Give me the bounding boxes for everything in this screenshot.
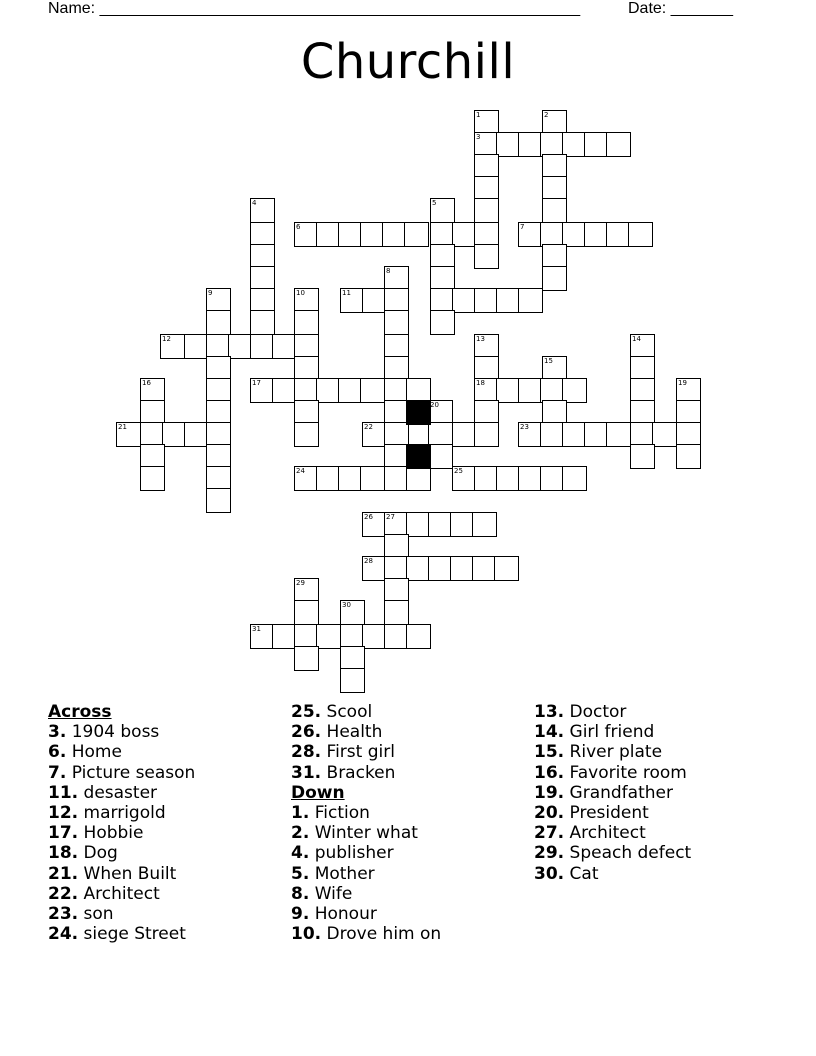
grid-cell[interactable] bbox=[606, 132, 631, 157]
clue-item bbox=[48, 742, 195, 762]
grid-cell[interactable] bbox=[474, 244, 499, 269]
clue-text: Home bbox=[71, 742, 122, 763]
grid-cell[interactable] bbox=[652, 422, 677, 447]
clue-num: 26. bbox=[291, 722, 322, 743]
clue-num: 18. bbox=[48, 843, 79, 864]
grid-cell[interactable] bbox=[428, 444, 453, 469]
grid-cell[interactable] bbox=[316, 624, 341, 649]
clue-num: 12. bbox=[48, 803, 79, 824]
clue-item bbox=[48, 803, 195, 823]
clue-num: 8. bbox=[291, 883, 310, 904]
clue-item bbox=[291, 843, 441, 863]
grid-cell[interactable] bbox=[294, 646, 319, 671]
clue-number-8: 8 bbox=[386, 267, 391, 275]
clue-number-30: 30 bbox=[342, 601, 351, 609]
grid-cell[interactable] bbox=[628, 222, 653, 247]
clue-item bbox=[48, 783, 195, 803]
clue-num: 20. bbox=[534, 803, 565, 824]
clue-text: son bbox=[83, 904, 114, 925]
clue-number-4: 4 bbox=[252, 199, 257, 207]
clue-item bbox=[291, 864, 441, 884]
name-field: Name: ______________________________________________________ bbox=[48, 0, 581, 17]
clue-num: 10. bbox=[291, 924, 322, 945]
clue-number-28: 28 bbox=[364, 557, 373, 565]
clue-text: President bbox=[569, 803, 649, 824]
clue-num: 1. bbox=[291, 803, 310, 824]
clue-number-18: 18 bbox=[476, 379, 485, 387]
clue-text: Architect bbox=[83, 883, 160, 904]
grid-cell[interactable] bbox=[360, 378, 385, 403]
grid-cell[interactable] bbox=[430, 310, 455, 335]
clue-item bbox=[291, 884, 441, 904]
clue-item bbox=[291, 702, 441, 722]
grid-cell[interactable] bbox=[474, 422, 499, 447]
clue-item bbox=[48, 843, 195, 863]
clue-number-13: 13 bbox=[476, 335, 485, 343]
grid-cell[interactable] bbox=[384, 310, 409, 335]
down-heading: Down bbox=[291, 782, 345, 803]
clue-number-1: 1 bbox=[476, 111, 481, 119]
clue-num: 24. bbox=[48, 924, 79, 945]
clue-text: Dog bbox=[83, 843, 118, 864]
clue-num: 14. bbox=[534, 722, 565, 743]
grid-cell[interactable] bbox=[474, 198, 499, 223]
clue-num: 7. bbox=[48, 762, 67, 783]
clue-item bbox=[48, 904, 195, 924]
clue-num: 4. bbox=[291, 843, 310, 864]
clue-text: Mother bbox=[314, 863, 375, 884]
clue-item bbox=[48, 763, 195, 783]
clue-text: siege Street bbox=[83, 924, 186, 945]
clue-text: Drove him on bbox=[326, 924, 442, 945]
clue-item bbox=[291, 904, 441, 924]
clue-text: Fiction bbox=[314, 803, 370, 824]
grid-cell[interactable] bbox=[340, 668, 365, 693]
across-heading: Across bbox=[48, 702, 112, 722]
clue-num: 5. bbox=[291, 863, 310, 884]
clue-num: 23. bbox=[48, 904, 79, 925]
grid-cell[interactable] bbox=[630, 444, 655, 469]
clue-item bbox=[534, 864, 691, 884]
grid-cell[interactable] bbox=[494, 556, 519, 581]
clue-item bbox=[48, 823, 195, 843]
grid-cell[interactable] bbox=[518, 288, 543, 313]
clue-item bbox=[534, 823, 691, 843]
clue-number-19: 19 bbox=[678, 379, 687, 387]
clue-text: Grandfather bbox=[569, 782, 673, 803]
clue-item bbox=[534, 702, 691, 722]
clue-number-23: 23 bbox=[520, 423, 529, 431]
clue-text: desaster bbox=[83, 782, 158, 803]
clue-text: Wife bbox=[314, 883, 353, 904]
clue-item bbox=[291, 763, 441, 783]
clues-column-2 bbox=[291, 702, 441, 944]
clue-num: 25. bbox=[291, 702, 322, 722]
clue-text: Girl friend bbox=[569, 722, 655, 743]
clue-text: Scool bbox=[326, 702, 373, 722]
clue-num: 2. bbox=[291, 823, 310, 844]
clue-item bbox=[534, 843, 691, 863]
grid-cell[interactable] bbox=[404, 222, 429, 247]
clue-num: 17. bbox=[48, 823, 79, 844]
clue-text: Health bbox=[326, 722, 383, 743]
grid-cell-black bbox=[406, 400, 431, 425]
clue-text: Architect bbox=[569, 823, 646, 844]
clue-text: Speach defect bbox=[569, 843, 692, 864]
grid-cell[interactable] bbox=[294, 422, 319, 447]
clue-num: 11. bbox=[48, 782, 79, 803]
clue-item bbox=[534, 803, 691, 823]
clue-number-29: 29 bbox=[296, 579, 305, 587]
clue-number-17: 17 bbox=[252, 379, 261, 387]
grid-cell[interactable] bbox=[294, 310, 319, 335]
clue-item bbox=[48, 884, 195, 904]
clue-item bbox=[291, 722, 441, 742]
date-field: Date: _______ bbox=[628, 0, 733, 17]
grid-cell[interactable] bbox=[676, 444, 701, 469]
grid-cell[interactable] bbox=[206, 488, 231, 513]
clue-text: Honour bbox=[314, 904, 377, 925]
clue-number-10: 10 bbox=[296, 289, 305, 297]
clue-text: Cat bbox=[569, 863, 599, 884]
clue-num: 19. bbox=[534, 782, 565, 803]
grid-cell[interactable] bbox=[606, 422, 631, 447]
clue-text: marrigold bbox=[83, 803, 166, 824]
clue-item bbox=[534, 763, 691, 783]
clue-text: publisher bbox=[314, 843, 394, 864]
clue-item bbox=[534, 722, 691, 742]
clue-number-16: 16 bbox=[142, 379, 151, 387]
clue-number-6: 6 bbox=[296, 223, 301, 231]
grid-cell[interactable] bbox=[542, 198, 567, 223]
clue-num: 29. bbox=[534, 843, 565, 864]
grid-cell[interactable] bbox=[406, 624, 431, 649]
clue-num: 27. bbox=[534, 823, 565, 844]
clue-num: 9. bbox=[291, 904, 310, 925]
clue-number-2: 2 bbox=[544, 111, 549, 119]
clues-column-3 bbox=[534, 702, 691, 884]
clue-item bbox=[534, 783, 691, 803]
clue-number-12: 12 bbox=[162, 335, 171, 343]
clues-column-1 bbox=[48, 702, 195, 944]
grid-cell[interactable] bbox=[206, 310, 231, 335]
grid-cell[interactable] bbox=[294, 600, 319, 625]
clue-num: 31. bbox=[291, 762, 322, 783]
clue-number-22: 22 bbox=[364, 423, 373, 431]
clue-text: Bracken bbox=[326, 762, 396, 783]
clue-number-9: 9 bbox=[208, 289, 213, 297]
grid-cell[interactable] bbox=[542, 266, 567, 291]
clue-number-25: 25 bbox=[454, 467, 463, 475]
clue-number-20: 20 bbox=[430, 401, 439, 409]
clue-num: 15. bbox=[534, 742, 565, 763]
clue-text: 1904 boss bbox=[71, 722, 160, 743]
clue-number-7: 7 bbox=[520, 223, 525, 231]
clue-item bbox=[291, 823, 441, 843]
clue-text: First girl bbox=[326, 742, 395, 763]
clue-text: Hobbie bbox=[83, 823, 144, 844]
clue-number-21: 21 bbox=[118, 423, 127, 431]
clue-text: Picture season bbox=[71, 762, 196, 783]
clue-number-27: 27 bbox=[386, 513, 395, 521]
clue-num: 13. bbox=[534, 702, 565, 722]
grid-cell[interactable] bbox=[250, 310, 275, 335]
clue-item bbox=[48, 864, 195, 884]
clue-num: 6. bbox=[48, 742, 67, 763]
clue-num: 30. bbox=[534, 863, 565, 884]
clue-num: 22. bbox=[48, 883, 79, 904]
clue-number-26: 26 bbox=[364, 513, 373, 521]
page-title: Churchill bbox=[300, 34, 516, 90]
clue-text: River plate bbox=[569, 742, 663, 763]
grid-cell[interactable] bbox=[384, 600, 409, 625]
clue-item bbox=[534, 742, 691, 762]
grid-cell[interactable] bbox=[406, 466, 431, 491]
clue-text: Favorite room bbox=[569, 762, 687, 783]
clue-item bbox=[48, 924, 195, 944]
clue-number-11: 11 bbox=[342, 289, 351, 297]
clue-item bbox=[291, 803, 441, 823]
clue-num: 28. bbox=[291, 742, 322, 763]
grid-cell[interactable] bbox=[472, 512, 497, 537]
clue-number-24: 24 bbox=[296, 467, 305, 475]
grid-cell-black bbox=[406, 444, 431, 469]
clue-number-5: 5 bbox=[432, 199, 437, 207]
clue-number-31: 31 bbox=[252, 625, 261, 633]
grid-cell[interactable] bbox=[562, 466, 587, 491]
clue-text: Doctor bbox=[569, 702, 627, 722]
clue-item bbox=[48, 722, 195, 742]
clue-num: 16. bbox=[534, 762, 565, 783]
clue-number-14: 14 bbox=[632, 335, 641, 343]
grid-cell[interactable] bbox=[140, 466, 165, 491]
clue-number-3: 3 bbox=[476, 133, 481, 141]
clue-item bbox=[291, 742, 441, 762]
clue-text: Winter what bbox=[314, 823, 418, 844]
clue-text: When Built bbox=[83, 863, 177, 884]
clue-num: 3. bbox=[48, 722, 67, 743]
clue-num: 21. bbox=[48, 863, 79, 884]
grid-cell[interactable] bbox=[360, 466, 385, 491]
clue-item bbox=[291, 924, 441, 944]
clue-number-15: 15 bbox=[544, 357, 553, 365]
